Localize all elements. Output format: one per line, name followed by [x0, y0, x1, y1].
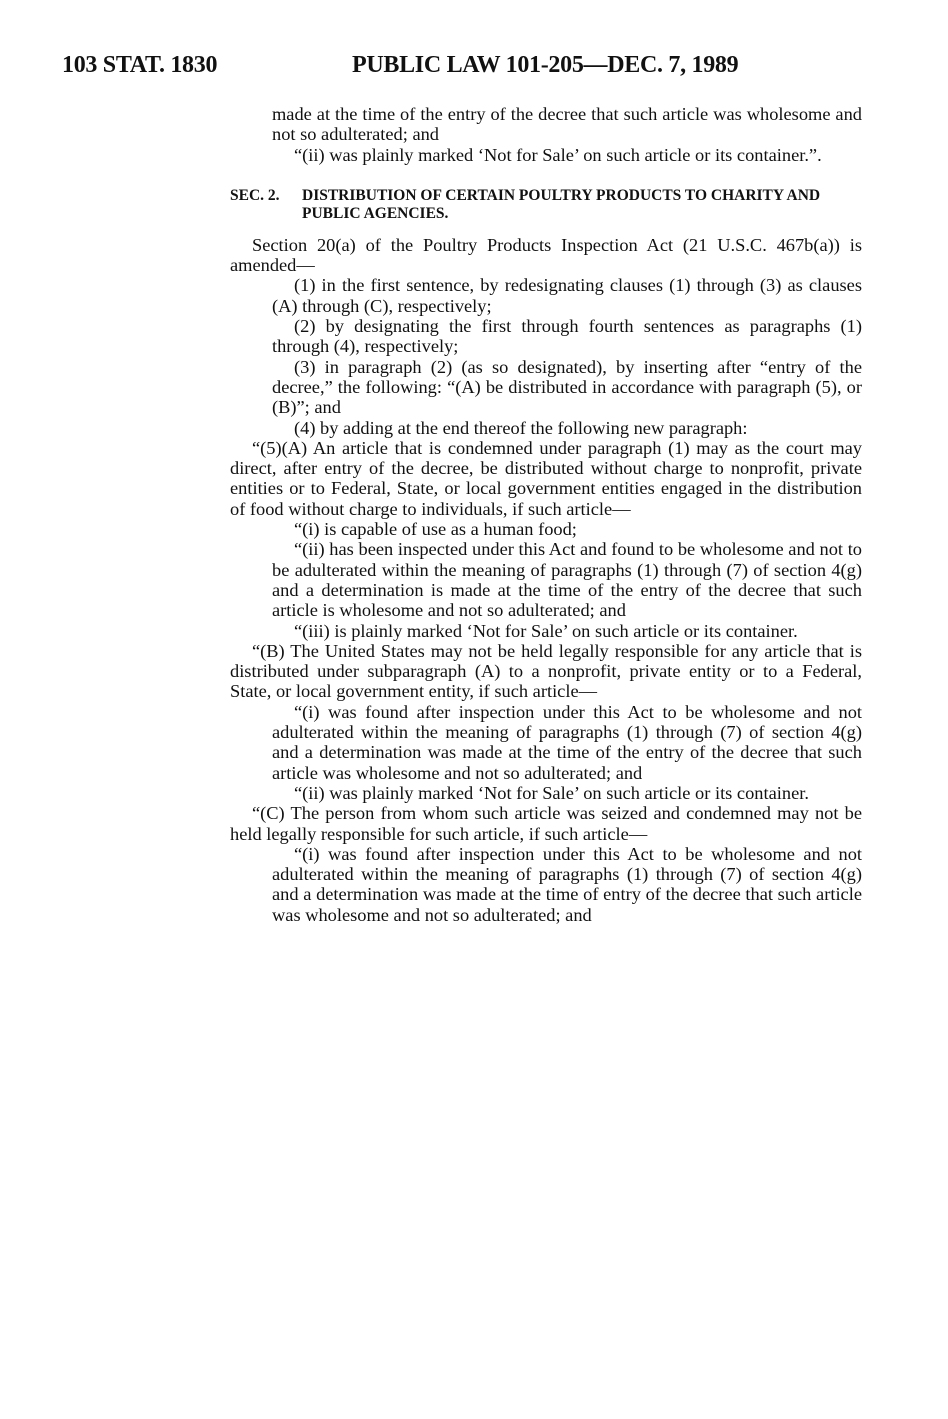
paragraph-5c-i: “(i) was found after inspection under this Act to be wholesome and not adulterated within the meaning of paragraphs (1) through (7) of section 4(g) and a determination was made at the time of entry of the decree that such article was wholesome and not so adulterated; and: [272, 843, 862, 925]
running-title: PUBLIC LAW 101-205—DEC. 7, 1989: [352, 52, 739, 78]
paragraph-amendment-2: (2) by designating the first through fourth sentences as paragraphs (1) through (4), respectively;: [272, 316, 862, 357]
paragraph-5a: “(5)(A) An article that is condemned under paragraph (1) may as the court may direct, after entry of the decree, be distributed without charge to nonprofit, private entities or to Federal, State, or local government entities engaged in the distribution of food without charge to individuals, if such article—: [230, 437, 862, 519]
paragraph-clause-ii: “(ii) was plainly marked ‘Not for Sale’ on such article or its container.”.: [294, 144, 822, 165]
paragraph-5b-ii: “(ii) was plainly marked ‘Not for Sale’ on such article or its container.: [294, 782, 809, 803]
section-heading: [230, 187, 862, 223]
paragraph-section-intro: Section 20(a) of the Poultry Products Inspection Act (21 U.S.C. 467b(a)) is amended—: [230, 234, 862, 276]
body-text: [230, 104, 862, 925]
paragraph-5c: “(C) The person from whom such article was seized and condemned may not be held legally responsible for such article, if such article—: [230, 803, 862, 844]
paragraph-5b-i: “(i) was found after inspection under this Act to be wholesome and not adulterated within the meaning of paragraphs (1) through (7) of section 4(g) and a determination was made at the time of the entry of the decree that such article was wholesome and not so adulterated; and: [272, 701, 862, 783]
paragraph-amendment-3: (3) in paragraph (2) (as so designated), by inserting after “entry of the decree,” the following: “(A) be distributed in accordance with paragraph (5), or (B)”; and: [272, 356, 862, 418]
paragraph-5a-ii: “(ii) has been inspected under this Act and found to be wholesome and not to be adulterated within the meaning of paragraphs (1) through (7) of section 4(g) and a determination is made at the time of the entry of the decree that such article is wholesome and not so adulterated; and: [272, 539, 862, 621]
paragraph-continuation: made at the time of the entry of the decree that such article was wholesome and not so adulterated; and: [272, 104, 862, 145]
section-number: SEC. 2.: [230, 186, 280, 204]
paragraph-5b: “(B) The United States may not be held legally responsible for any article that is distributed under subparagraph (A) to a nonprofit, private entity or to a Federal, State, or local government entity, if such article—: [230, 640, 862, 702]
stat-page-number: 103 STAT. 1830: [62, 52, 218, 78]
page-header: [62, 52, 908, 92]
paragraph-5a-i: “(i) is capable of use as a human food;: [294, 519, 577, 540]
section-title: DISTRIBUTION OF CERTAIN POULTRY PRODUCTS TO CHARITY AND PUBLIC AGENCIES.: [302, 186, 821, 222]
paragraph-amendment-1: (1) in the first sentence, by redesignating clauses (1) through (3) as clauses (A) through (C), respectively;: [272, 275, 862, 316]
paragraph-5a-iii: “(iii) is plainly marked ‘Not for Sale’ on such article or its container.: [294, 620, 798, 641]
paragraph-amendment-4: (4) by adding at the end thereof the following new paragraph:: [294, 417, 748, 438]
